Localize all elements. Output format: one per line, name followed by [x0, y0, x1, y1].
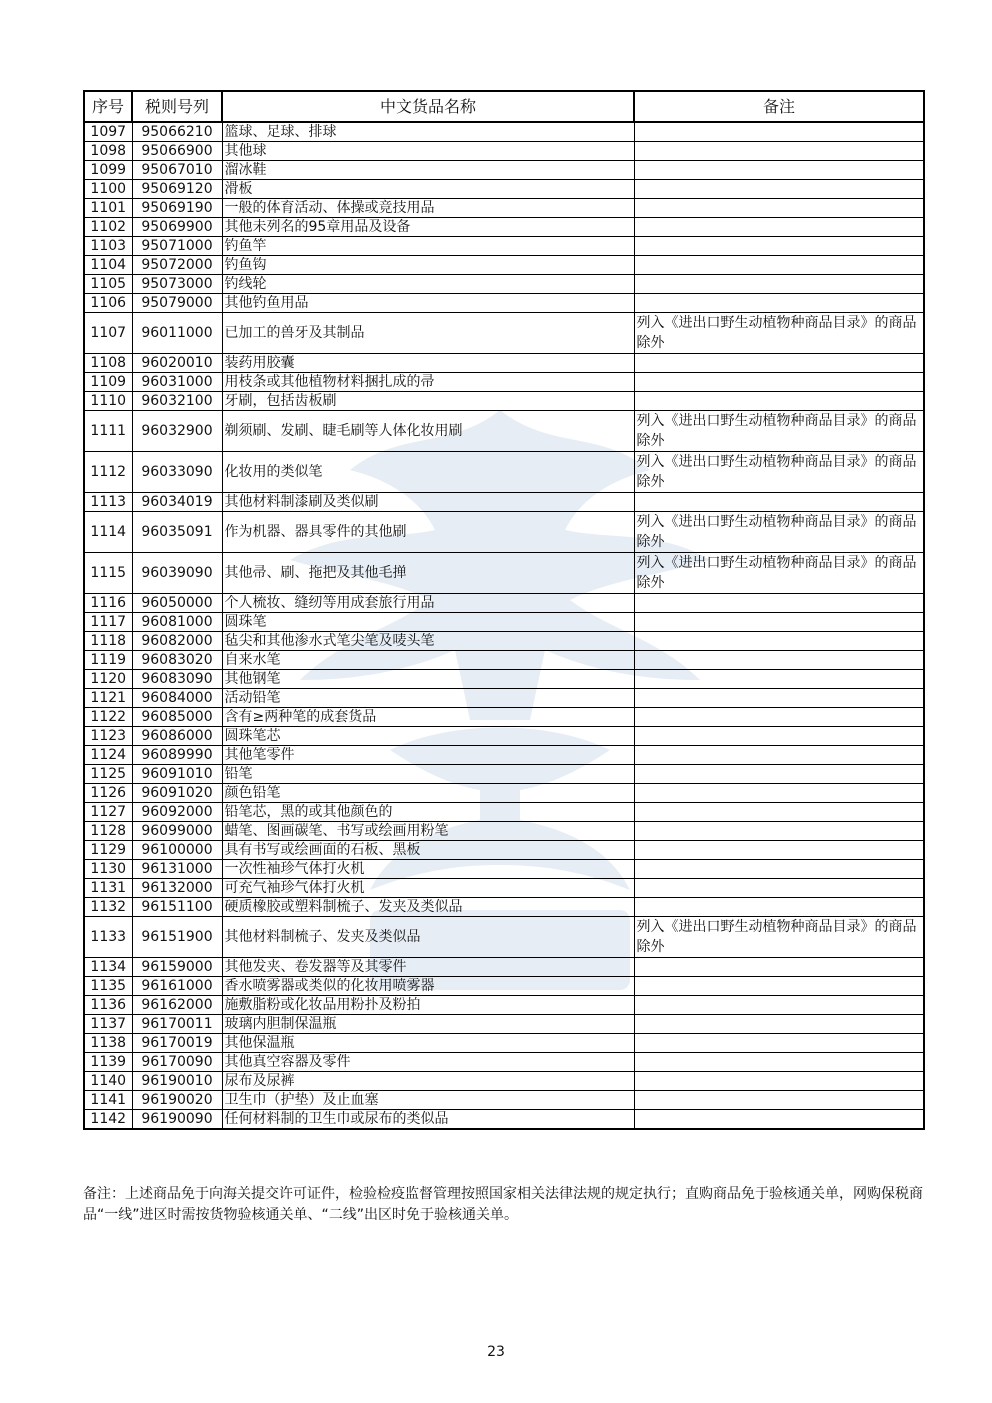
cell-note — [634, 996, 924, 1015]
cell-seq: 1136 — [84, 996, 132, 1015]
cell-note: 列入《进出口野生动植物种商品目录》的商品除外 — [634, 917, 924, 958]
cell-note — [634, 708, 924, 727]
cell-seq: 1119 — [84, 651, 132, 670]
cell-note — [634, 199, 924, 218]
cell-seq: 1100 — [84, 180, 132, 199]
table-row — [84, 746, 924, 765]
cell-code: 96099000 — [132, 822, 222, 841]
cell-name: 其他钢笔 — [222, 670, 634, 689]
cell-code: 95069120 — [132, 180, 222, 199]
cell-note — [634, 373, 924, 392]
cell-name: 毡尖和其他渗水式笔尖笔及唛头笔 — [222, 632, 634, 651]
cell-note — [634, 122, 924, 142]
cell-name: 含有≥两种笔的成套货品 — [222, 708, 634, 727]
table-row — [84, 784, 924, 803]
cell-seq: 1102 — [84, 218, 132, 237]
cell-note — [634, 803, 924, 822]
table-row — [84, 632, 924, 651]
table-row — [84, 411, 924, 452]
cell-name: 活动铅笔 — [222, 689, 634, 708]
table-row — [84, 218, 924, 237]
cell-name: 化妆用的类似笔 — [222, 452, 634, 493]
cell-note: 列入《进出口野生动植物种商品目录》的商品除外 — [634, 313, 924, 354]
cell-note — [634, 237, 924, 256]
cell-note — [634, 493, 924, 512]
cell-note — [634, 180, 924, 199]
cell-name: 一般的体育活动、体操或竞技用品 — [222, 199, 634, 218]
cell-seq: 1117 — [84, 613, 132, 632]
cell-name: 圆珠笔芯 — [222, 727, 634, 746]
cell-seq: 1129 — [84, 841, 132, 860]
cell-name: 溜冰鞋 — [222, 161, 634, 180]
cell-note — [634, 784, 924, 803]
cell-name: 自来水笔 — [222, 651, 634, 670]
cell-code: 96082000 — [132, 632, 222, 651]
cell-code: 96190090 — [132, 1110, 222, 1130]
cell-seq: 1123 — [84, 727, 132, 746]
cell-seq: 1109 — [84, 373, 132, 392]
table-row — [84, 161, 924, 180]
table-row — [84, 958, 924, 977]
cell-seq: 1132 — [84, 898, 132, 917]
cell-code: 96085000 — [132, 708, 222, 727]
table-row — [84, 294, 924, 313]
footnote: 备注：上述商品免于向海关提交许可证件，检验检疫监督管理按照国家相关法律法规的规定执行；直购商品免于验核通关单，网购保税商品“一线”进区时需按货物验核通关单、“二线”出区时免于验核通关单。 — [83, 1186, 923, 1223]
cell-note — [634, 1034, 924, 1053]
cell-seq: 1137 — [84, 1015, 132, 1034]
cell-note: 列入《进出口野生动植物种商品目录》的商品除外 — [634, 512, 924, 553]
cell-note: 列入《进出口野生动植物种商品目录》的商品除外 — [634, 452, 924, 493]
cell-note — [634, 1072, 924, 1091]
cell-code: 95079000 — [132, 294, 222, 313]
cell-code: 96033090 — [132, 452, 222, 493]
table-row — [84, 803, 924, 822]
cell-code: 96091010 — [132, 765, 222, 784]
cell-code: 96034019 — [132, 493, 222, 512]
cell-seq: 1111 — [84, 411, 132, 452]
table-row — [84, 452, 924, 493]
cell-seq: 1115 — [84, 553, 132, 594]
header-seq: 序号 — [84, 91, 132, 122]
table-row — [84, 879, 924, 898]
cell-code: 96170090 — [132, 1053, 222, 1072]
cell-note — [634, 1091, 924, 1110]
cell-seq: 1107 — [84, 313, 132, 354]
cell-code: 95066900 — [132, 142, 222, 161]
table-row — [84, 727, 924, 746]
cell-seq: 1114 — [84, 512, 132, 553]
cell-code: 96086000 — [132, 727, 222, 746]
cell-seq: 1122 — [84, 708, 132, 727]
cell-seq: 1133 — [84, 917, 132, 958]
table-row — [84, 180, 924, 199]
cell-name: 钓鱼钩 — [222, 256, 634, 275]
cell-name: 玻璃内胆制保温瓶 — [222, 1015, 634, 1034]
cell-seq: 1098 — [84, 142, 132, 161]
cell-seq: 1140 — [84, 1072, 132, 1091]
cell-name: 可充气袖珍气体打火机 — [222, 879, 634, 898]
cell-seq: 1138 — [84, 1034, 132, 1053]
cell-code: 96159000 — [132, 958, 222, 977]
cell-note — [634, 670, 924, 689]
cell-code: 95072000 — [132, 256, 222, 275]
cell-code: 95071000 — [132, 237, 222, 256]
cell-note — [634, 727, 924, 746]
table-row — [84, 512, 924, 553]
cell-name: 一次性袖珍气体打火机 — [222, 860, 634, 879]
cell-code: 96084000 — [132, 689, 222, 708]
table-row — [84, 313, 924, 354]
cell-name: 圆珠笔 — [222, 613, 634, 632]
table-row — [84, 373, 924, 392]
cell-note — [634, 765, 924, 784]
table-row — [84, 822, 924, 841]
goods-table — [83, 90, 925, 1130]
cell-code: 95067010 — [132, 161, 222, 180]
cell-seq: 1142 — [84, 1110, 132, 1130]
table-row — [84, 256, 924, 275]
cell-code: 96035091 — [132, 512, 222, 553]
header-name: 中文货品名称 — [222, 91, 634, 122]
cell-seq: 1125 — [84, 765, 132, 784]
cell-name: 颜色铅笔 — [222, 784, 634, 803]
cell-name: 装药用胶囊 — [222, 354, 634, 373]
cell-name: 卫生巾（护垫）及止血塞 — [222, 1091, 634, 1110]
cell-note: 列入《进出口野生动植物种商品目录》的商品除外 — [634, 411, 924, 452]
cell-code: 96170011 — [132, 1015, 222, 1034]
cell-name: 钓鱼竿 — [222, 237, 634, 256]
cell-name: 硬质橡胶或塑料制梳子、发夹及类似品 — [222, 898, 634, 917]
table-header-row — [84, 91, 924, 122]
cell-seq: 1116 — [84, 594, 132, 613]
cell-note — [634, 841, 924, 860]
table-row — [84, 613, 924, 632]
cell-name: 用枝条或其他植物材料捆扎成的帚 — [222, 373, 634, 392]
cell-code: 96092000 — [132, 803, 222, 822]
table-row — [84, 651, 924, 670]
table-row — [84, 1091, 924, 1110]
cell-code: 96161000 — [132, 977, 222, 996]
cell-seq: 1126 — [84, 784, 132, 803]
cell-name: 其他笔零件 — [222, 746, 634, 765]
cell-name: 铅笔 — [222, 765, 634, 784]
cell-seq: 1131 — [84, 879, 132, 898]
cell-name: 其他发夹、卷发器等及其零件 — [222, 958, 634, 977]
cell-code: 96151100 — [132, 898, 222, 917]
cell-code: 96091020 — [132, 784, 222, 803]
cell-note — [634, 689, 924, 708]
cell-seq: 1130 — [84, 860, 132, 879]
table-row — [84, 689, 924, 708]
cell-note — [634, 294, 924, 313]
cell-name: 其他帚、刷、拖把及其他毛掸 — [222, 553, 634, 594]
header-code: 税则号列 — [132, 91, 222, 122]
cell-name: 施敷脂粉或化妆品用粉扑及粉拍 — [222, 996, 634, 1015]
cell-code: 95069190 — [132, 199, 222, 218]
table-row — [84, 1072, 924, 1091]
cell-code: 96050000 — [132, 594, 222, 613]
table-row — [84, 977, 924, 996]
table-row — [84, 860, 924, 879]
table-row — [84, 392, 924, 411]
table-body — [84, 122, 924, 1129]
cell-name: 其他材料制梳子、发夹及类似品 — [222, 917, 634, 958]
table-row — [84, 142, 924, 161]
cell-seq: 1105 — [84, 275, 132, 294]
cell-name: 任何材料制的卫生巾或尿布的类似品 — [222, 1110, 634, 1130]
cell-note — [634, 613, 924, 632]
cell-code: 96190020 — [132, 1091, 222, 1110]
cell-note — [634, 879, 924, 898]
cell-seq: 1127 — [84, 803, 132, 822]
header-note: 备注 — [634, 91, 924, 122]
cell-note — [634, 977, 924, 996]
cell-note — [634, 898, 924, 917]
cell-seq: 1103 — [84, 237, 132, 256]
cell-seq: 1099 — [84, 161, 132, 180]
table-row — [84, 493, 924, 512]
cell-code: 96032100 — [132, 392, 222, 411]
cell-seq: 1108 — [84, 354, 132, 373]
cell-name: 作为机器、器具零件的其他刷 — [222, 512, 634, 553]
cell-seq: 1118 — [84, 632, 132, 651]
cell-code: 96190010 — [132, 1072, 222, 1091]
table-row — [84, 708, 924, 727]
cell-note — [634, 354, 924, 373]
cell-name: 铅笔芯，黑的或其他颜色的 — [222, 803, 634, 822]
cell-note — [634, 822, 924, 841]
table-row — [84, 765, 924, 784]
cell-name: 其他真空容器及零件 — [222, 1053, 634, 1072]
cell-seq: 1113 — [84, 493, 132, 512]
cell-seq: 1104 — [84, 256, 132, 275]
table-row — [84, 1015, 924, 1034]
table-row — [84, 199, 924, 218]
cell-note — [634, 958, 924, 977]
cell-code: 95069900 — [132, 218, 222, 237]
cell-note — [634, 594, 924, 613]
cell-code: 96011000 — [132, 313, 222, 354]
cell-seq: 1101 — [84, 199, 132, 218]
table-row — [84, 898, 924, 917]
table-row — [84, 1034, 924, 1053]
cell-code: 96132000 — [132, 879, 222, 898]
table-row — [84, 996, 924, 1015]
table-row — [84, 553, 924, 594]
cell-name: 已加工的兽牙及其制品 — [222, 313, 634, 354]
cell-name: 个人梳妆、缝纫等用成套旅行用品 — [222, 594, 634, 613]
cell-code: 96083090 — [132, 670, 222, 689]
cell-code: 96032900 — [132, 411, 222, 452]
cell-code: 96081000 — [132, 613, 222, 632]
cell-name: 尿布及尿裤 — [222, 1072, 634, 1091]
cell-note — [634, 860, 924, 879]
cell-seq: 1106 — [84, 294, 132, 313]
cell-note — [634, 392, 924, 411]
cell-note — [634, 218, 924, 237]
table-row — [84, 354, 924, 373]
cell-note — [634, 1015, 924, 1034]
cell-seq: 1135 — [84, 977, 132, 996]
cell-note — [634, 632, 924, 651]
cell-name: 香水喷雾器或类似的化妆用喷雾器 — [222, 977, 634, 996]
table-row — [84, 1110, 924, 1130]
table-row — [84, 594, 924, 613]
table-row — [84, 237, 924, 256]
cell-name: 具有书写或绘画面的石板、黑板 — [222, 841, 634, 860]
cell-name: 其他材料制漆刷及类似刷 — [222, 493, 634, 512]
cell-seq: 1112 — [84, 452, 132, 493]
table-row — [84, 1053, 924, 1072]
cell-code: 95066210 — [132, 122, 222, 142]
cell-code: 96151900 — [132, 917, 222, 958]
cell-seq: 1124 — [84, 746, 132, 765]
table-row — [84, 275, 924, 294]
cell-seq: 1139 — [84, 1053, 132, 1072]
cell-note — [634, 161, 924, 180]
table-row — [84, 670, 924, 689]
cell-code: 96089990 — [132, 746, 222, 765]
cell-code: 96100000 — [132, 841, 222, 860]
cell-code: 95073000 — [132, 275, 222, 294]
cell-note — [634, 256, 924, 275]
cell-seq: 1120 — [84, 670, 132, 689]
cell-seq: 1128 — [84, 822, 132, 841]
cell-name: 剃须刷、发刷、睫毛刷等人体化妆用刷 — [222, 411, 634, 452]
cell-seq: 1097 — [84, 122, 132, 142]
cell-note — [634, 651, 924, 670]
table-row — [84, 122, 924, 142]
cell-code: 96131000 — [132, 860, 222, 879]
cell-code: 96170019 — [132, 1034, 222, 1053]
cell-note: 列入《进出口野生动植物种商品目录》的商品除外 — [634, 553, 924, 594]
cell-code: 96031000 — [132, 373, 222, 392]
cell-name: 其他球 — [222, 142, 634, 161]
cell-note — [634, 1053, 924, 1072]
cell-code: 96162000 — [132, 996, 222, 1015]
cell-note — [634, 1110, 924, 1130]
cell-seq: 1141 — [84, 1091, 132, 1110]
cell-name: 牙刷，包括齿板刷 — [222, 392, 634, 411]
cell-seq: 1110 — [84, 392, 132, 411]
cell-name: 其他保温瓶 — [222, 1034, 634, 1053]
cell-seq: 1121 — [84, 689, 132, 708]
cell-code: 96039090 — [132, 553, 222, 594]
table-row — [84, 917, 924, 958]
cell-name: 滑板 — [222, 180, 634, 199]
cell-code: 96083020 — [132, 651, 222, 670]
page-number: 23 — [487, 1344, 505, 1360]
cell-code: 96020010 — [132, 354, 222, 373]
cell-name: 蜡笔、图画碳笔、书写或绘画用粉笔 — [222, 822, 634, 841]
cell-note — [634, 275, 924, 294]
cell-name: 其他钓鱼用品 — [222, 294, 634, 313]
cell-seq: 1134 — [84, 958, 132, 977]
cell-name: 其他未列名的95章用品及设备 — [222, 218, 634, 237]
cell-note — [634, 142, 924, 161]
cell-note — [634, 746, 924, 765]
table-row — [84, 841, 924, 860]
cell-name: 篮球、足球、排球 — [222, 122, 634, 142]
cell-name: 钓线轮 — [222, 275, 634, 294]
